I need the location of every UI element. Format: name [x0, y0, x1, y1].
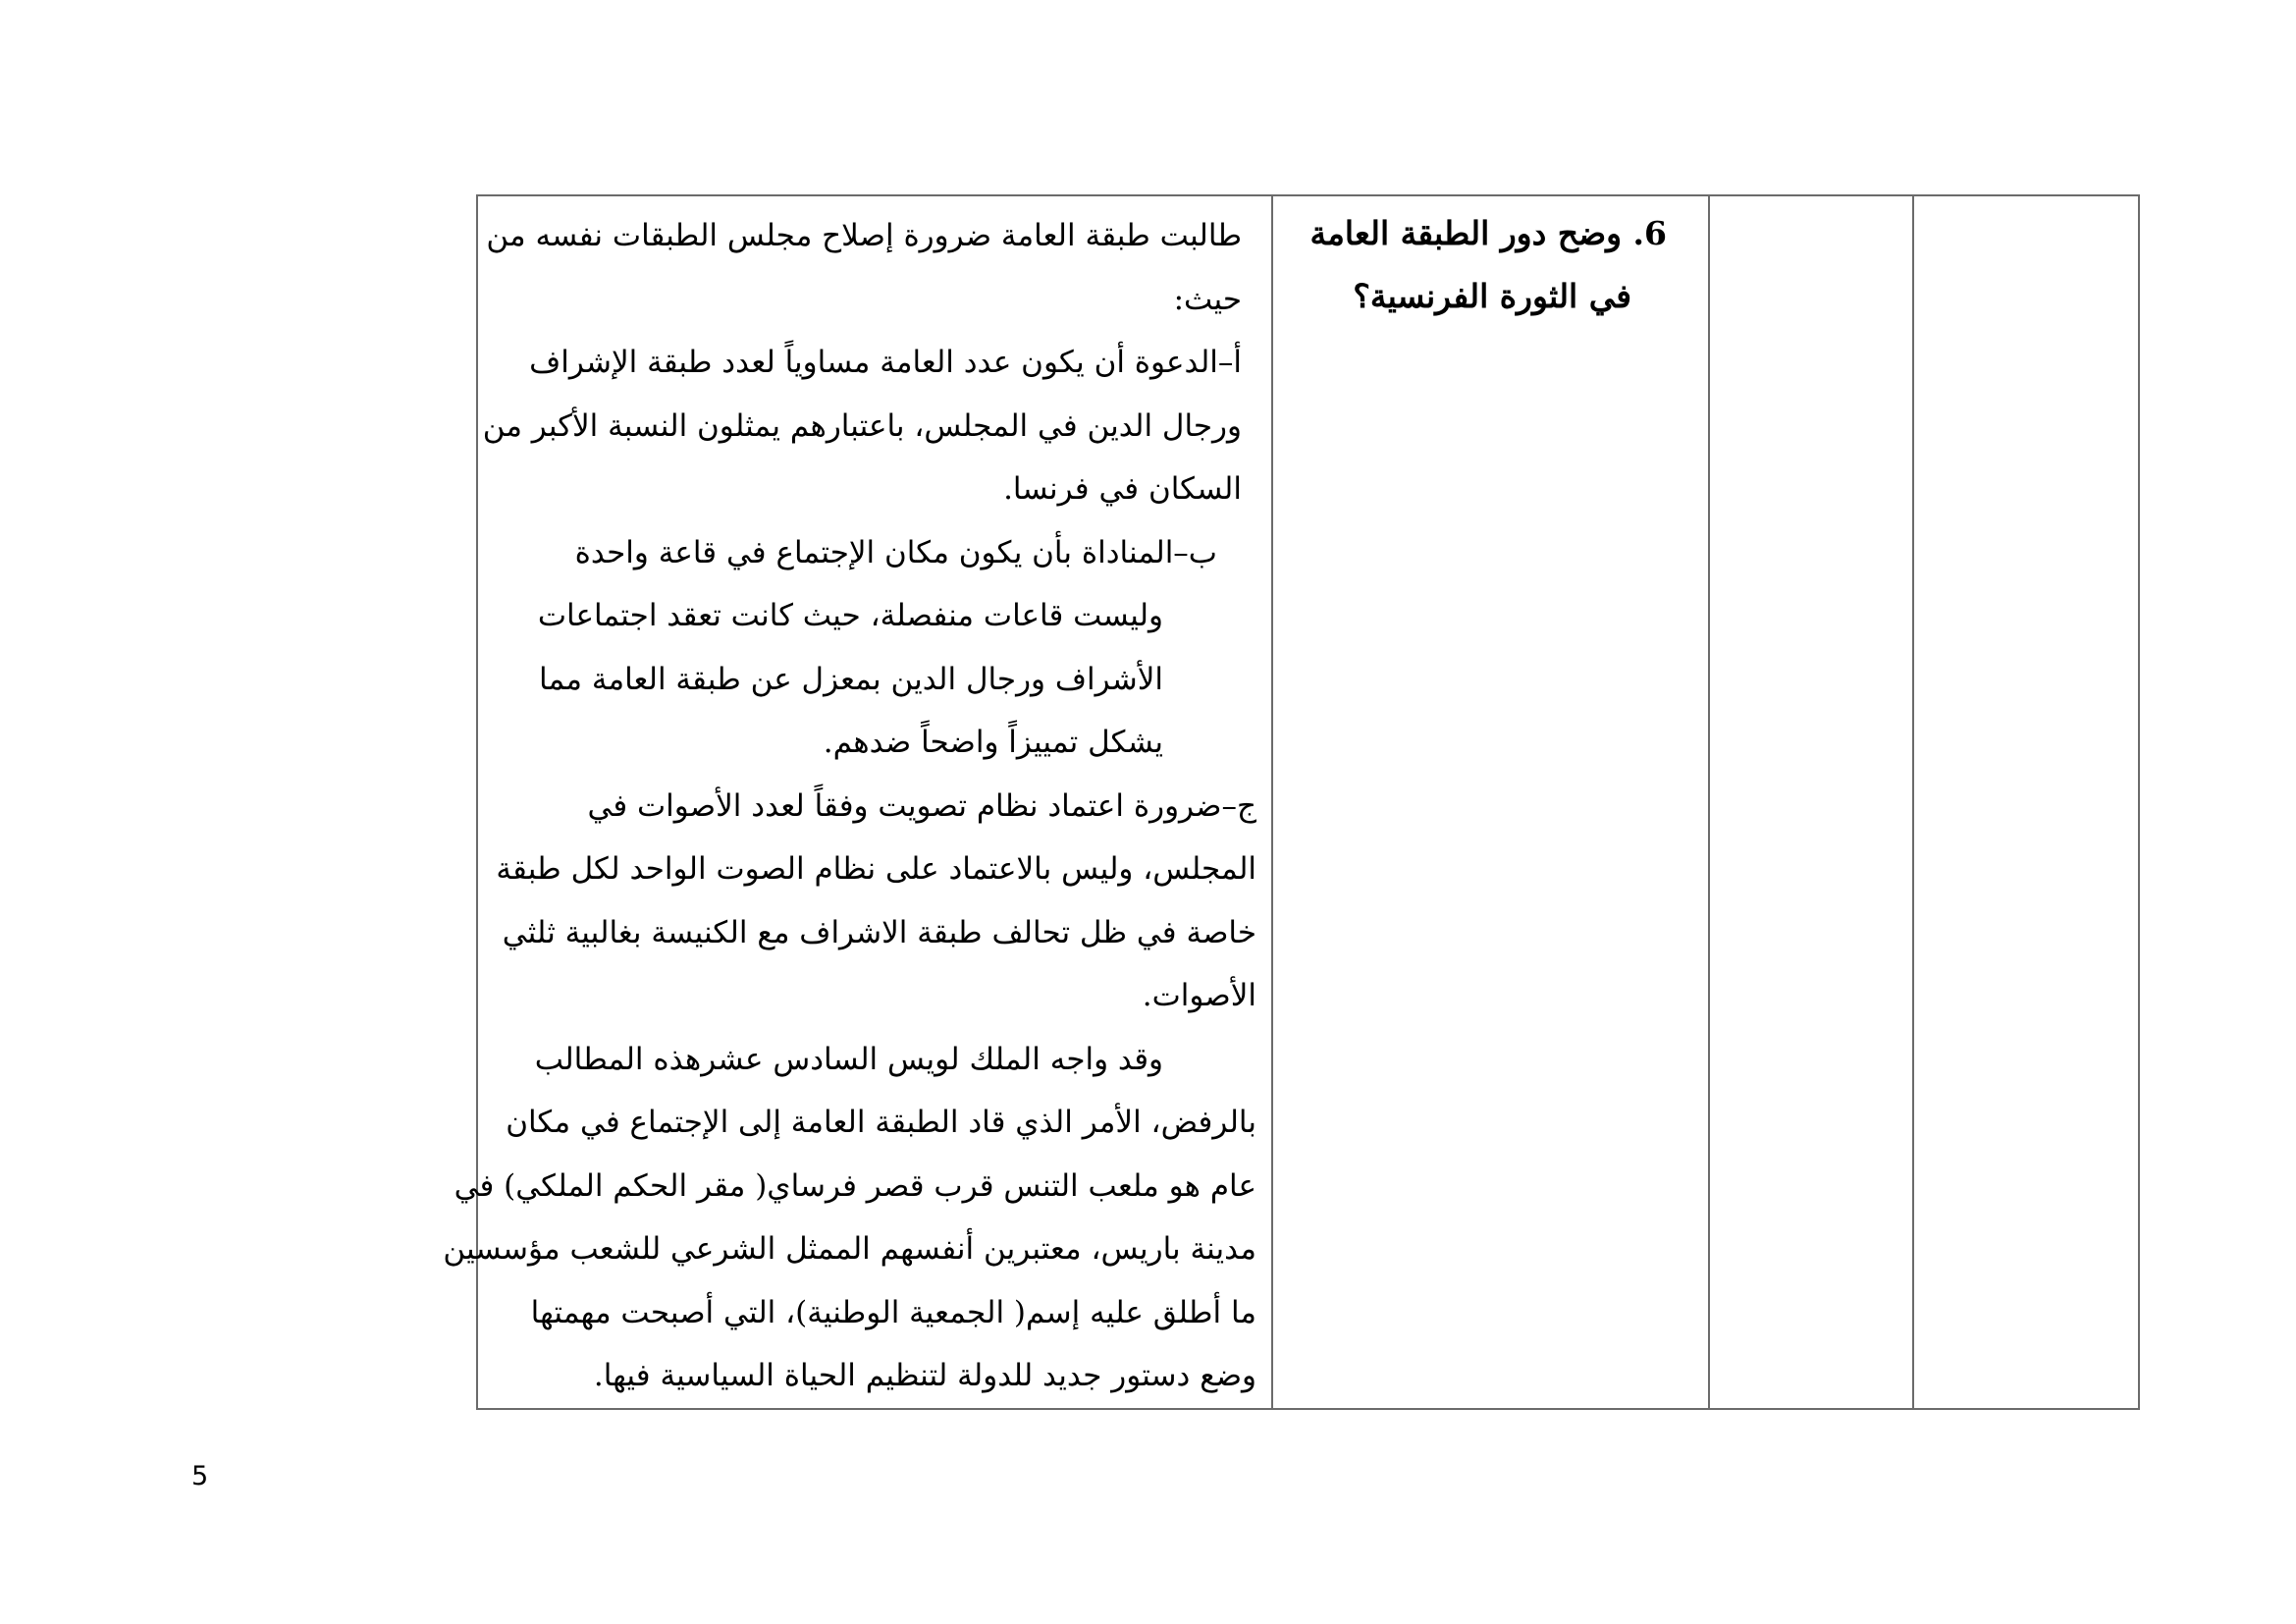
answer-line: يشكل تمييزاً واضحاً ضدهم.	[823, 725, 1163, 760]
table-row	[477, 195, 2139, 1409]
answer-line: خاصة في ظل تحالف طبقة الاشراف مع الكنيسة بغالبية ثلثي	[502, 914, 1256, 950]
answer-line: ورجال الدين في المجلس، باعتبارهم يمثلون النسبة الأكبر من	[482, 407, 1242, 444]
question-line: 6. وضح دور الطبقة العامة	[1309, 214, 1667, 252]
answer-line: وليست قاعات منفصلة، حيث كانت تعقد اجتماعات	[537, 598, 1163, 633]
page-number: 5	[191, 1461, 209, 1491]
answer-line: مدينة باريس، معتبرين أنفسهم الممثل الشرعي للشعب مؤسسين	[443, 1231, 1256, 1267]
answer-line: ب–المناداة بأن يكون مكان الإجتماع في قاعة واحدة	[574, 534, 1217, 570]
answer-line: الأشراف ورجال الدين بمعزل عن طبقة العامة مما	[539, 661, 1163, 697]
answer-line: بالرفض، الأمر الذي قاد الطبقة العامة إلى الإجتماع في مكان	[506, 1105, 1256, 1140]
answer-line: السكان في فرنسا.	[1003, 471, 1242, 507]
answer-line: وقد واجه الملك لويس السادس عشرهذه المطالب	[534, 1041, 1163, 1077]
answer-line: حيث:	[1173, 281, 1242, 317]
question-answer-table	[443, 194, 2140, 1410]
empty-cell	[1913, 195, 2139, 1409]
answer-line: أ–الدعوة أن يكون عدد العامة مساوياً لعدد طبقة الإشراف	[529, 345, 1242, 380]
answer-line: المجلس، وليس بالاعتماد على نظام الصوت الواحد لكل طبقة	[496, 851, 1256, 887]
empty-cell	[1709, 195, 1913, 1409]
answer-line: عام هو ملعب التنس قرب قصر فرساي( مقر الحكم الملكي) في	[454, 1167, 1256, 1204]
answer-cell	[443, 195, 1272, 1409]
answer-line: ج–ضرورة اعتماد نظام تصويت وفقاً لعدد الأصوات في	[587, 787, 1256, 824]
answer-line: الأصوات.	[1142, 978, 1256, 1013]
question-cell	[1272, 195, 1709, 1409]
question-line: في الثورة الفرنسية؟	[1353, 277, 1631, 315]
answer-line: وضع دستور جديد للدولة لتنظيم الحياة السياسية فيها.	[593, 1358, 1256, 1393]
answer-line: ما أطلق عليه إسم( الجمعية الوطنية)، التي أصبحت مهمتها	[530, 1294, 1256, 1330]
answer-line: طالبت طبقة العامة ضرورة إصلاح مجلس الطبقات نفسه من	[486, 218, 1242, 253]
